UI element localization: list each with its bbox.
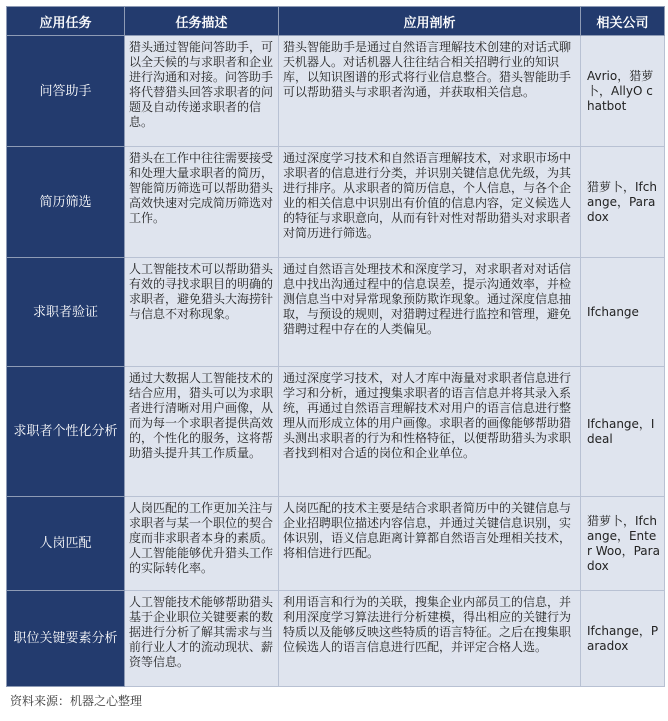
description-cell: 猎头通过智能问答助手，可以全天候的与求职者和企业进行沟通和对接。问答助手将代替猎头回答求职者的问题及自动传递求职者的信息。: [125, 36, 279, 147]
source-note: 资料来源：机器之心整理: [10, 694, 143, 708]
ai-recruiting-table: [6, 6, 665, 687]
companies-cell: 猎萝卜，Ifchange，Enter Woo，Paradox: [581, 497, 665, 591]
task-cell: 求职者验证: [7, 258, 125, 367]
table-row: [7, 36, 665, 147]
task-cell: 问答助手: [7, 36, 125, 147]
header-companies: 相关公司: [581, 7, 665, 36]
analysis-cell: 通过深度学习技术，对人才库中海量对求职者信息进行学习和分析，通过搜集求职者的语言信息并将其录入系统，再通过自然语言理解技术对用户的语言信息进行整理从而形成立体的用户画像。求职者的画像能够帮助猎头测出求职者的行为和性格特征，以便帮助猎头为求职者找到相对合适的岗位和企业单位。: [279, 367, 581, 497]
header-analysis: 应用剖析: [279, 7, 581, 36]
analysis-cell: 猎头智能助手是通过自然语言理解技术创建的对话式聊天机器人。对话机器人往往结合相关招聘行业的知识库，以知识图谱的形式将行业信息整合。猎头智能助手可以帮助猎头与求职者沟通，并获取相关信息。: [279, 36, 581, 147]
companies-cell: 猎萝卜，Ifchange，Paradox: [581, 147, 665, 258]
task-cell: 职位关键要素分析: [7, 591, 125, 687]
table-row: [7, 367, 665, 497]
table-row: [7, 147, 665, 258]
task-cell: 求职者个性化分析: [7, 367, 125, 497]
table-row: [7, 258, 665, 367]
table-row: [7, 497, 665, 591]
description-cell: 人工智能技术可以帮助猎头有效的寻找求职目的明确的求职者，避免猎头大海捞针与信息不对称现象。: [125, 258, 279, 367]
description-cell: 人工智能技术能够帮助猎头基于企业职位关键要素的数据进行分析了解其需求与当前行业人才的流动现状、薪资等信息。: [125, 591, 279, 687]
analysis-cell: 通过深度学习技术和自然语言理解技术，对求职市场中求职者的信息进行分类，并识别关键信息优先级，为其进行排序。从求职者的简历信息，个人信息，与各个企业的相关信息中识别出有价值的信息内容，定义候选人的特征与求职意向，从而有针对性对帮助猎头对求职者对简历进行筛选。: [279, 147, 581, 258]
companies-cell: Ifchange，Paradox: [581, 591, 665, 687]
table-header-row: [7, 7, 665, 36]
companies-cell: Avrio，猎萝卜，AllyO chatbot: [581, 36, 665, 147]
analysis-cell: 利用语言和行为的关联，搜集企业内部员工的信息，并利用深度学习算法进行分析建模，得出相应的关键行为特质以及能够反映这些特质的语言特征。之后在搜集职位候选人的语言信息进行匹配，并评定合格人选。: [279, 591, 581, 687]
description-cell: 人岗匹配的工作更加关注与求职者与某一个职位的契合度而非求职者本身的素质。人工智能能够优升猎头工作的实际转化率。: [125, 497, 279, 591]
table-row: [7, 591, 665, 687]
description-cell: 通过大数据人工智能技术的结合应用，猎头可以为求职者进行清晰对用户画像，从而为每一个求职者提供高效的，个性化的服务，这将帮助猎头提升其工作质量。: [125, 367, 279, 497]
header-description: 任务描述: [125, 7, 279, 36]
header-task: 应用任务: [7, 7, 125, 36]
task-cell: 人岗匹配: [7, 497, 125, 591]
description-cell: 猎头在工作中往往需要接受和处理大量求职者的简历，智能简历筛选可以帮助猎头高效快速对完成简历筛选对工作。: [125, 147, 279, 258]
analysis-cell: 人岗匹配的技术主要是结合求职者简历中的关键信息与企业招聘职位描述内容信息，并通过关键信息识别，实体识别，语义信息距离计算都自然语言处理相关技术，将相信进行匹配。: [279, 497, 581, 591]
task-cell: 简历筛选: [7, 147, 125, 258]
companies-cell: Ifchange: [581, 258, 665, 367]
analysis-cell: 通过自然语言处理技术和深度学习，对求职者对对话信息中找出沟通过程中的信息误差，提示沟通效率，并检测信息当中对异常现象预防欺诈现象。通过深度信息抽取，与预设的规则，对猎聘过程进行监控和管理，避免猎聘过程中存在的人类偏见。: [279, 258, 581, 367]
companies-cell: Ifchange，Ideal: [581, 367, 665, 497]
